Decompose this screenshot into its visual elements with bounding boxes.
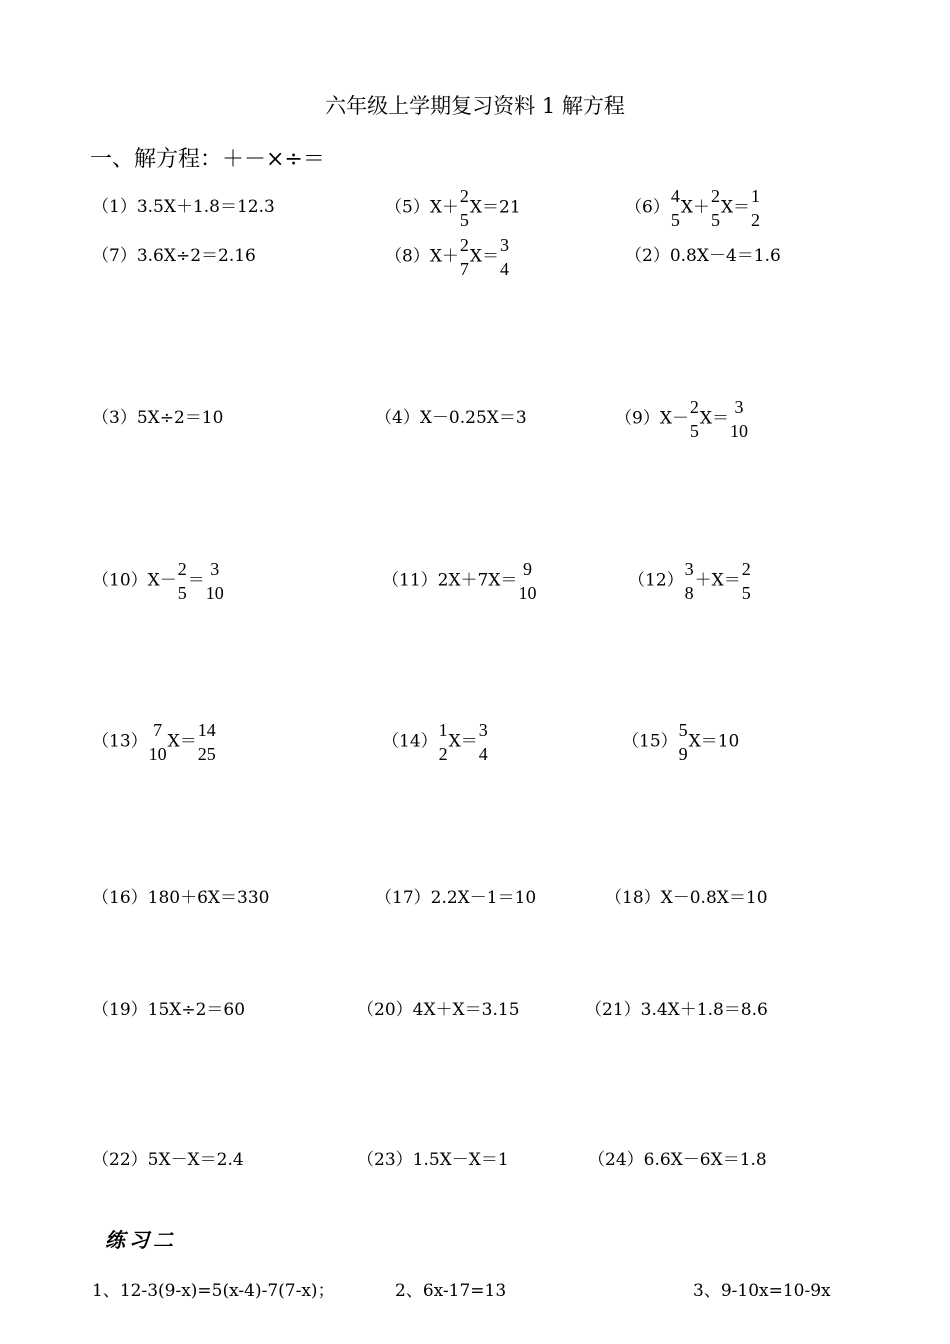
equation-2: （2）0.8X－4＝1.6 <box>625 246 781 266</box>
practice-item-3: 3、9-10x=10-9x <box>693 1281 831 1301</box>
equation-7: （7）3.6X÷2＝2.16 <box>92 246 256 266</box>
fraction: 5 9 <box>678 720 688 764</box>
equation-22: （22）5X－X＝2.4 <box>92 1150 244 1170</box>
equation-10: （10）X－ 2 5 ＝ 3 10 <box>92 559 224 603</box>
equation-3: （3）5X÷2＝10 <box>92 408 224 428</box>
equation-6: （6） 4 5 X＋ 2 5 X＝ 1 2 <box>625 186 761 230</box>
equation-14: （14） 1 2 X＝ 3 4 <box>382 720 488 764</box>
equation-9: （9）X－ 2 5 X＝ 3 10 <box>615 397 749 441</box>
page-title: 六年级上学期复习资料 1 解方程 <box>325 94 625 118</box>
fraction: 2 5 <box>710 186 720 230</box>
equation-18: （18）X－0.8X＝10 <box>605 888 768 908</box>
equation-24: （24）6.6X－6X＝1.8 <box>588 1150 767 1170</box>
fraction: 3 10 <box>730 397 749 441</box>
fraction: 1 2 <box>438 720 448 764</box>
equation-21: （21）3.4X＋1.8＝8.6 <box>585 1000 768 1020</box>
fraction: 2 5 <box>459 186 469 230</box>
equation-11: （11）2X＋7X＝ 9 10 <box>382 559 537 603</box>
equation-15: （15） 5 9 X＝10 <box>622 720 740 764</box>
fraction: 1 2 <box>751 186 761 230</box>
fraction: 2 5 <box>177 559 187 603</box>
fraction: 2 5 <box>689 397 699 441</box>
equation-20: （20）4X＋X＝3.15 <box>357 1000 520 1020</box>
equation-12: （12） 3 8 ＋X＝ 2 5 <box>628 559 751 603</box>
equation-17: （17）2.2X－1＝10 <box>375 888 537 908</box>
equation-13: （13） 7 10 X＝ 14 25 <box>92 720 216 764</box>
fraction: 7 10 <box>148 720 167 764</box>
equation-4: （4）X－0.25X＝3 <box>375 408 527 428</box>
fraction: 9 10 <box>518 559 537 603</box>
equation-5: （5）X＋ 2 5 X＝21 <box>385 186 521 230</box>
section-heading: 一、解方程：＋－×÷＝ <box>90 147 325 172</box>
fraction: 14 25 <box>197 720 216 764</box>
practice-item-1: 1、12-3(9-x)=5(x-4)-7(7-x)； <box>92 1281 335 1301</box>
practice-item-2: 2、6x-17=13 <box>395 1281 507 1301</box>
fraction: 3 10 <box>205 559 224 603</box>
equation-19: （19）15X÷2＝60 <box>92 1000 246 1020</box>
equation-16: （16）180＋6X＝330 <box>92 888 270 908</box>
practice-heading: 练习二 <box>105 1228 177 1252</box>
fraction: 3 4 <box>478 720 488 764</box>
fraction: 4 5 <box>670 186 680 230</box>
fraction: 2 5 <box>741 559 751 603</box>
equation-23: （23）1.5X－X＝1 <box>357 1150 509 1170</box>
equation-8: （8）X＋ 2 7 X＝ 3 4 <box>385 235 510 279</box>
fraction: 3 8 <box>684 559 694 603</box>
fraction: 3 4 <box>500 235 510 279</box>
fraction: 2 7 <box>459 235 469 279</box>
equation-1: （1）3.5X＋1.8＝12.3 <box>92 197 275 217</box>
